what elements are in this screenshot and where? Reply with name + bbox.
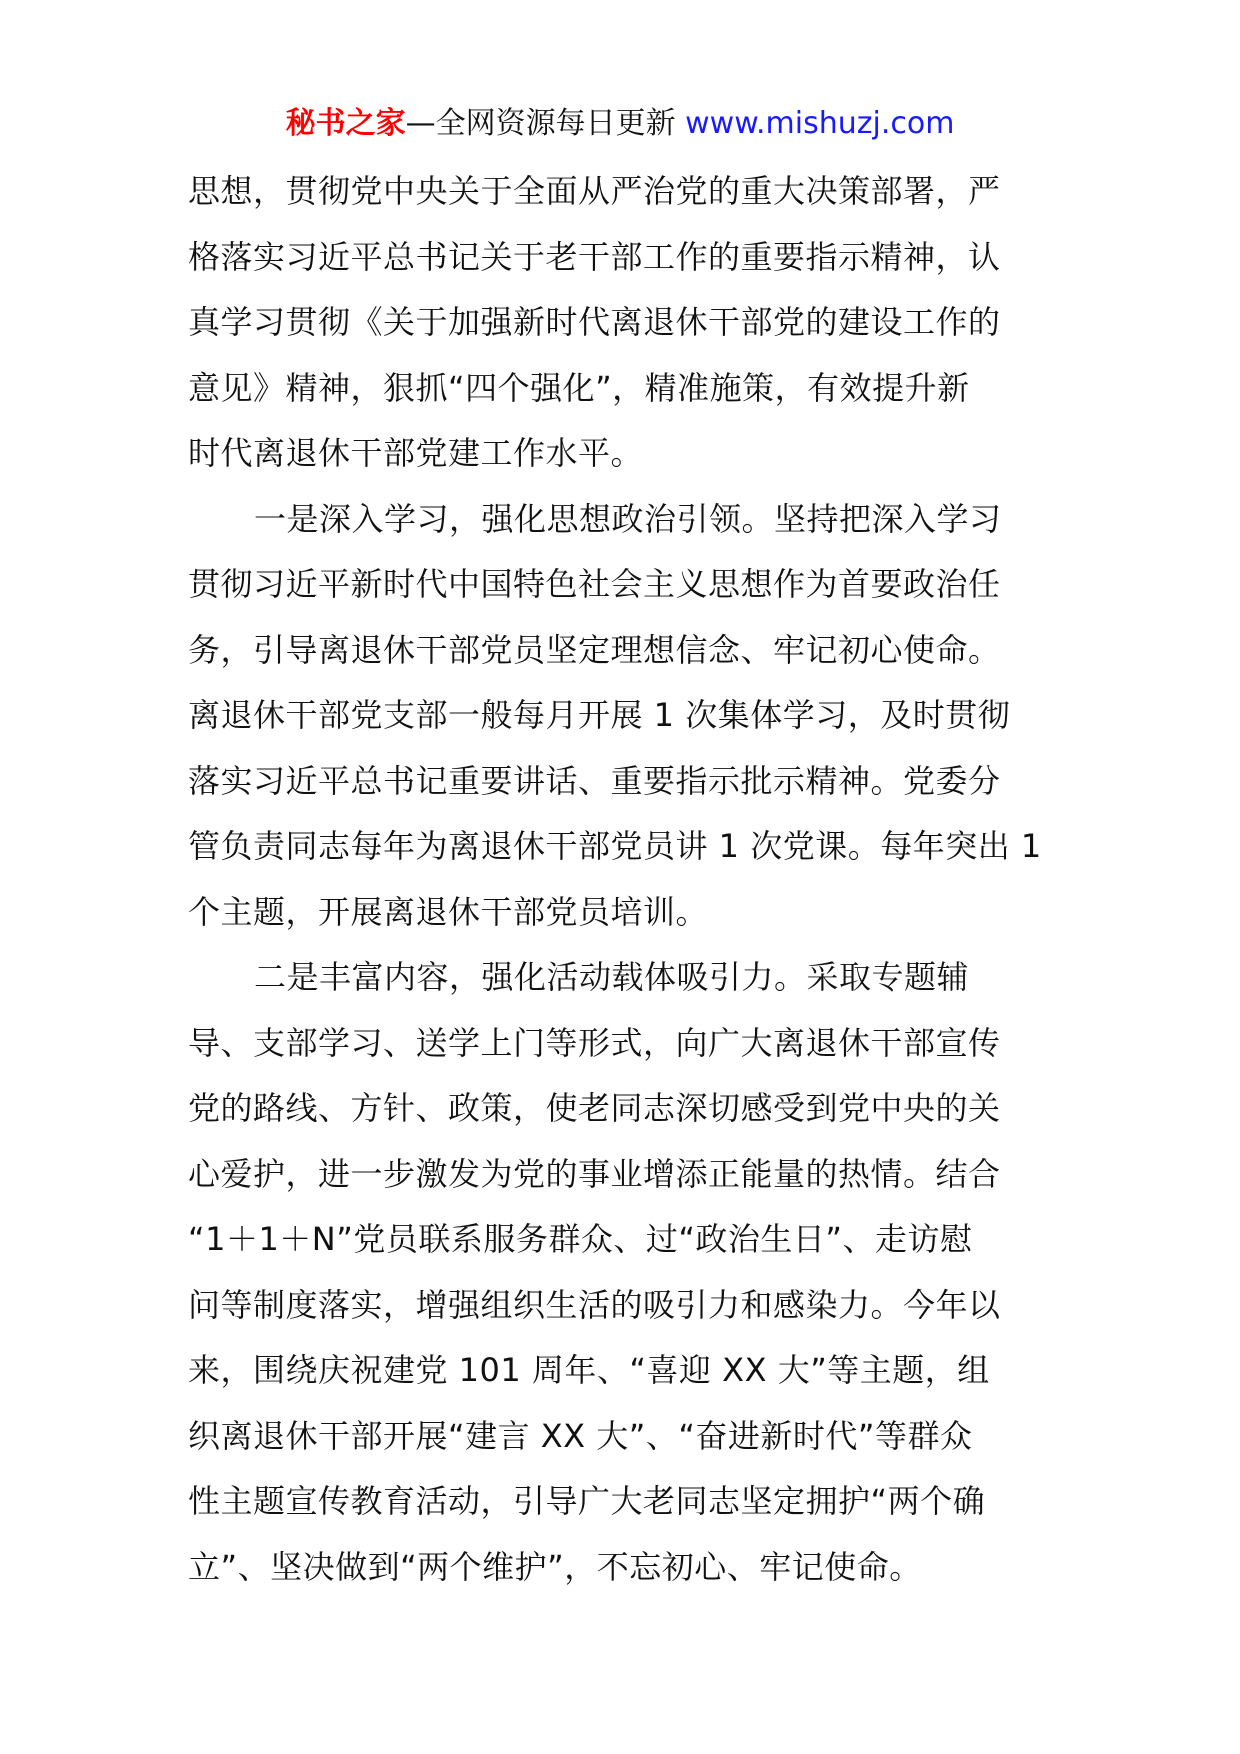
text-line: 时代离退休干部党建工作水平。 [188,434,644,472]
text-line: 个主题，开展离退休干部党员培训。 [188,892,709,931]
text-line: 真学习贯彻《关于加强新时代离退休干部党的建设工作的 [188,303,1001,341]
page-header [0,100,1240,148]
document-body [188,159,1058,1600]
text-line: 贯彻习近平新时代中国特色社会主义思想作为首要政治任 [188,565,1001,603]
text-line: 二是丰富内容，强化活动载体吸引力。采取专题辅 [254,958,970,996]
paragraph-2 [188,487,1058,946]
text-line: 来，围绕庆祝建党 101 周年、“喜迎 XX 大”等主题，组 [188,1351,990,1389]
text-line: 性主题宣传教育活动，引导广大老同志坚定拥护“两个确 [188,1482,986,1520]
text-line: 心爱护，进一步激发为党的事业增添正能量的热情。结合 [188,1154,1001,1193]
text-line: 意见》精神，狠抓“四个强化”，精准施策，有效提升新 [188,368,970,407]
text-line: 立”、坚决做到“两个维护”，不忘初心、牢记使命。 [188,1547,922,1586]
text-line: 格落实习近平总书记关于老干部工作的重要指示精神，认 [188,237,1001,276]
text-line: 问等制度落实，增强组织生活的吸引力和感染力。今年以 [188,1285,1001,1324]
paragraph-1 [188,159,1058,487]
text-line: 思想，贯彻党中央关于全面从严治党的重大决策部署，严 [188,172,1001,210]
text-line: “1＋1＋N”党员联系服务群众、过“政治生日”、走访慰 [188,1220,973,1258]
text-line: 务，引导离退休干部党员坚定理想信念、牢记初心使命。 [188,630,1001,669]
text-line: 落实习近平总书记重要讲话、重要指示批示精神。党委分 [188,761,1001,800]
text-line: 党的路线、方针、政策，使老同志深切感受到党中央的关 [188,1089,1001,1127]
paragraph-3 [188,945,1058,1600]
text-line: 管负责同志每年为离退休干部党员讲 1 次党课。每年突出 1 [188,827,1042,865]
text-line: 一是深入学习，强化思想政治引领。坚持把深入学习 [254,499,1002,538]
text-line: 离退休干部党支部一般每月开展 1 次集体学习，及时贯彻 [188,696,1011,734]
brand-name: 秘书之家 [285,106,406,141]
text-line: 织离退休干部开展“建言 XX 大”、“奋进新时代”等群众 [188,1416,973,1455]
site-url-link[interactable]: www.mishuzj.com [685,106,955,141]
text-line: 导、支部学习、送学上门等形式，向广大离退休干部宣传 [188,1023,1001,1062]
header-tagline: —全网资源每日更新 [405,106,676,141]
